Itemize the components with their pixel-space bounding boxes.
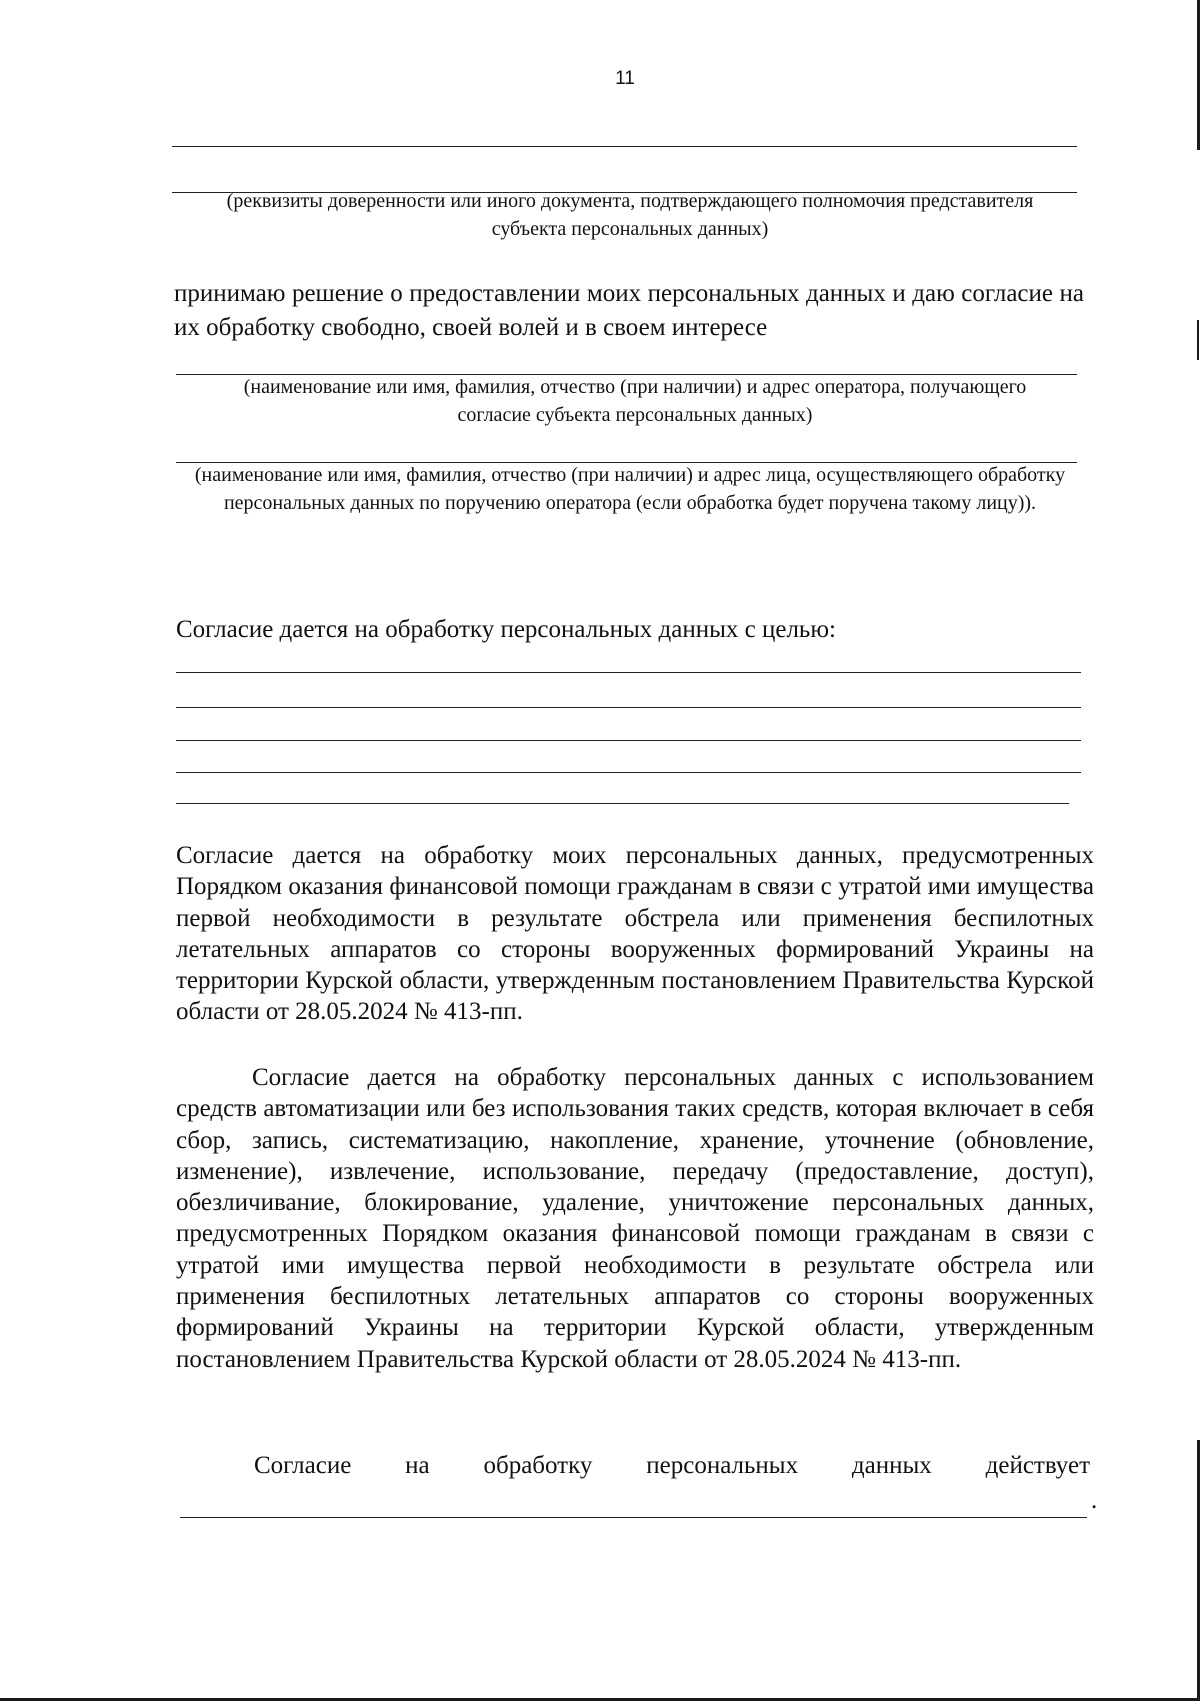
caption-operator: (наименование или имя, фамилия, отчество (при наличии) и адрес оператора, получающего согласие субъекта персональных данных) [243,376,1027,426]
purpose-blank-line-3 [176,740,1081,741]
caption-representative-document: (реквизиты доверенности или иного документа, подтверждающего полномочия представителя субъекта персональных данных) [226,190,1034,240]
purpose-blank-line-1 [176,672,1081,673]
decision-statement: принимаю решение о предоставлении моих персональных данных и даю согласие на их обработку свободно, своей волей и в своем интересе [174,280,1084,341]
representative-blank-line-1 [172,146,1077,147]
consent-paragraph-1: Согласие дается на обработку моих персональных данных, предусмотренных Порядком оказания финансовой помощи гражданам в связи с утратой ими имущества первой необходимости в результате обстрела или применения беспилотных летательных аппаратов со стороны вооруженных формирований Украины на территории Курской области, утвержденным постановлением Правительства Курской области от 28.05.2024 № 413-пп. [176,842,1094,1026]
purpose-blank-line-2 [176,707,1081,708]
page-number: 11 [615,68,635,89]
scan-edge-mark [1197,320,1199,360]
purpose-heading: Согласие дается на обработку персональных данных с целью: [176,616,836,643]
validity-statement: Согласие на обработку персональных данных действует [254,1452,1090,1479]
caption-processor: (наименование или имя, фамилия, отчество (при наличии) и адрес лица, осуществляющего обработку персональных данных по поручению оператора (если обработка будет поручена такому лицу)). [194,464,1066,514]
consent-paragraph-2: Согласие дается на обработку персональных данных с использованием средств автоматизации или без использования таких средств, которая включает в себя сбор, запись, систематизацию, накопление, хранение, уточнение (обновление, изменение), извлечение, использование, передачу (предоставление, доступ), обезличивание, блокирование, удаление, уничтожение персональных данных, предусмотренных Порядком оказания финансовой помощи гражданам в связи с утратой ими имущества первой необходимости в результате обстрела или применения беспилотных летательных аппаратов со стороны вооруженных формирований Украины на территории Курской области, утвержденным постановлением Правительства Курской области от 28.05.2024 № 413-пп. [176,1064,1094,1373]
purpose-blank-line-5 [176,803,1069,804]
validity-blank-line [180,1517,1087,1518]
purpose-blank-line-4 [176,772,1081,773]
validity-period-mark: . [1091,1487,1098,1514]
